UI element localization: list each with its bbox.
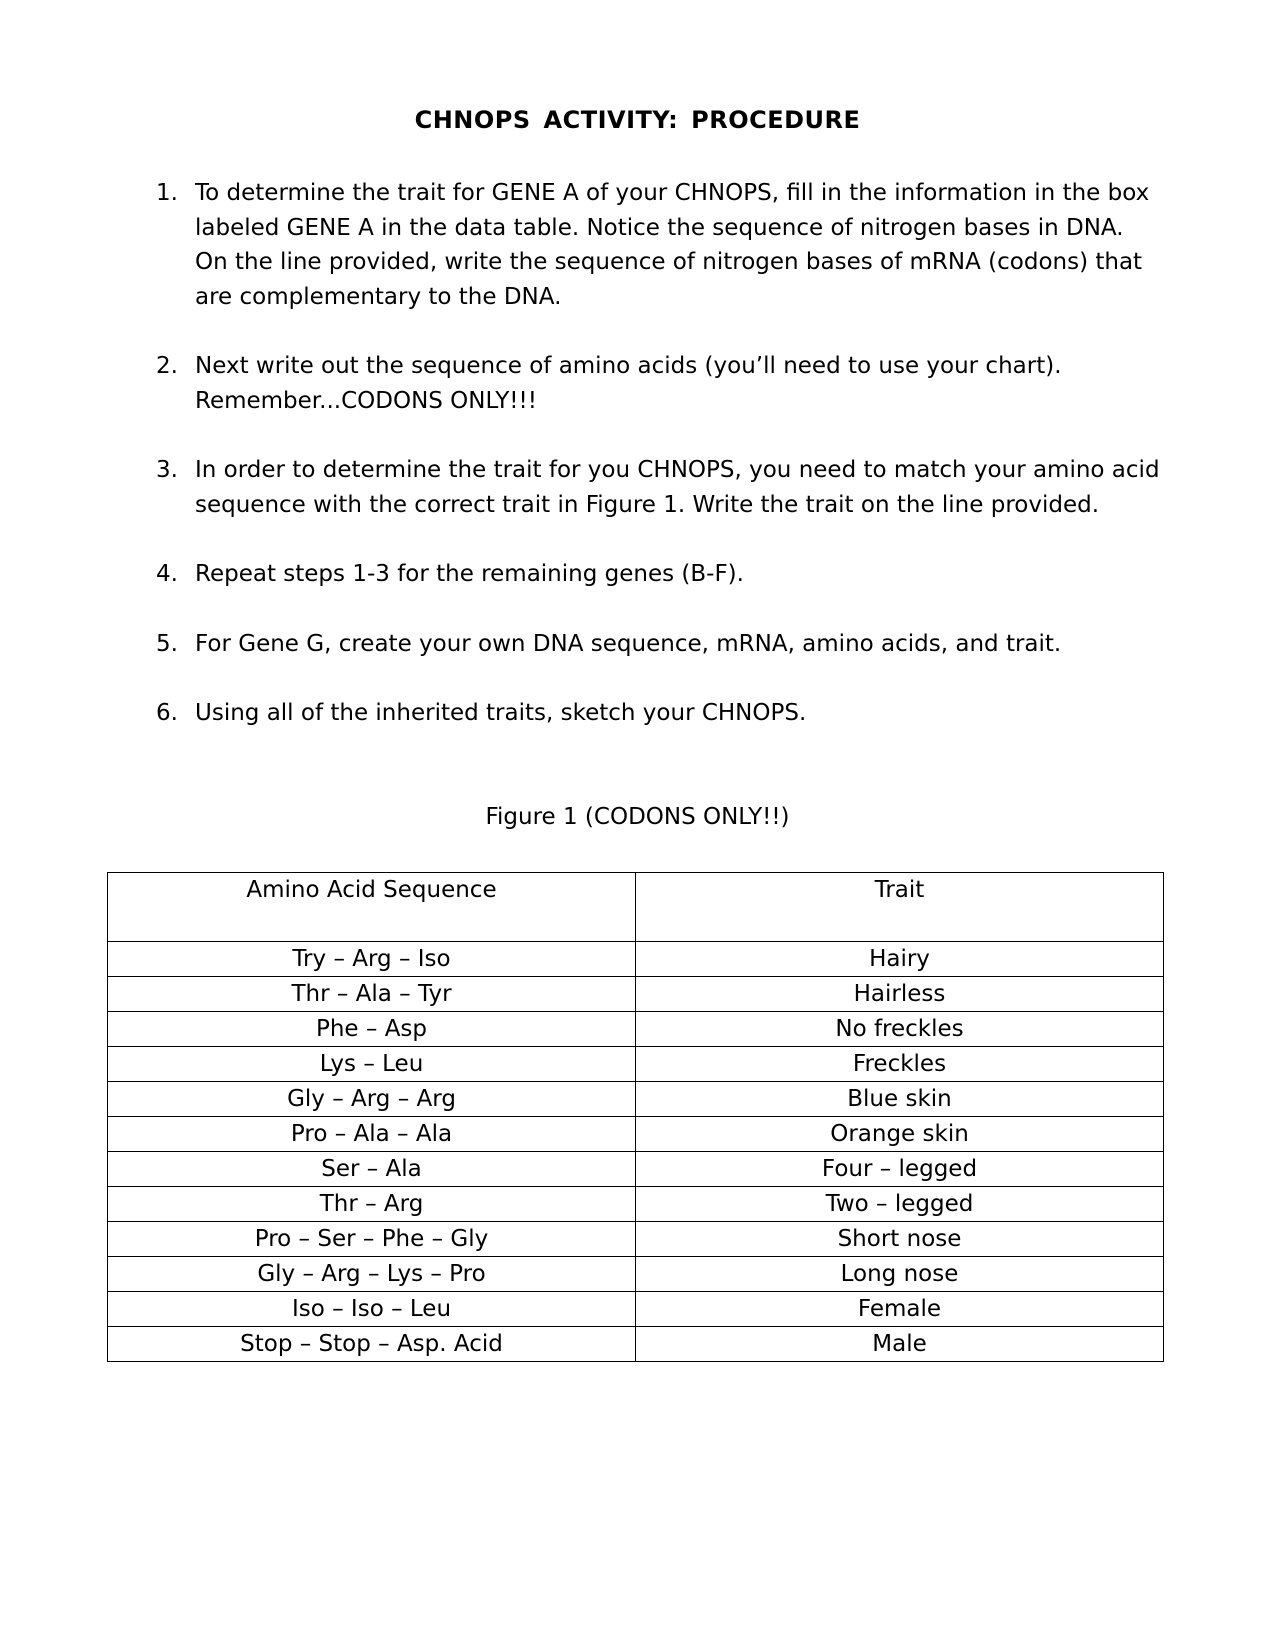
step-text: For Gene G, create your own DNA sequence, mRNA, amino acids, and trait. <box>195 630 1062 657</box>
step-number: 5. <box>156 630 178 657</box>
table-header-row <box>108 873 1164 942</box>
step-text: Next write out the sequence of amino acids (you’ll need to use your chart). Remember...CODONS ONLY!!! <box>195 353 1062 414</box>
table-row <box>108 1222 1164 1257</box>
table-row <box>108 942 1164 977</box>
step-number: 6. <box>156 700 178 726</box>
step-text: In order to determine the trait for you CHNOPS, you need to match your amino acid sequence with the correct trait in Figure 1. Write the trait on the line provided. <box>195 457 1160 518</box>
table-row <box>108 977 1164 1012</box>
trait-cell: Orange skin <box>636 1117 1164 1152</box>
trait-cell: Freckles <box>636 1047 1164 1082</box>
procedure-step <box>150 627 1160 662</box>
table-row <box>108 1082 1164 1117</box>
table-row <box>108 1327 1164 1362</box>
page-title: CHNOPS ACTIVITY: PROCEDURE <box>414 106 861 134</box>
table-row <box>108 1012 1164 1047</box>
amino-acid-sequence-cell: Phe – Asp <box>108 1012 636 1047</box>
trait-table <box>107 872 1164 1362</box>
trait-cell: Female <box>636 1292 1164 1327</box>
procedure-steps <box>150 176 1160 766</box>
procedure-step <box>150 453 1160 522</box>
amino-acid-sequence-cell: Iso – Iso – Leu <box>108 1292 636 1327</box>
trait-cell: Male <box>636 1327 1164 1362</box>
procedure-step <box>150 696 1160 731</box>
trait-cell: Hairless <box>636 977 1164 1012</box>
amino-acid-sequence-cell: Ser – Ala <box>108 1152 636 1187</box>
step-number: 2. <box>156 353 178 379</box>
procedure-step <box>150 349 1160 418</box>
table-row <box>108 1292 1164 1327</box>
trait-cell: No freckles <box>636 1012 1164 1047</box>
amino-acid-sequence-cell: Stop – Stop – Asp. Acid <box>108 1327 636 1362</box>
trait-cell: Short nose <box>636 1222 1164 1257</box>
procedure-step <box>150 557 1160 592</box>
table-row <box>108 1257 1164 1292</box>
table-row <box>108 1152 1164 1187</box>
procedure-step <box>150 176 1160 314</box>
step-text: Repeat steps 1-3 for the remaining genes (B-F). <box>195 561 744 587</box>
trait-cell: Four – legged <box>636 1152 1164 1187</box>
column-header-trait: Trait <box>636 873 1164 942</box>
amino-acid-sequence-cell: Gly – Arg – Arg <box>108 1082 636 1117</box>
trait-cell: Blue skin <box>636 1082 1164 1117</box>
amino-acid-sequence-cell: Pro – Ser – Phe – Gly <box>108 1222 636 1257</box>
amino-acid-sequence-cell: Try – Arg – Iso <box>108 942 636 977</box>
step-text: To determine the trait for GENE A of your CHNOPS, fill in the information in the box labeled GENE A in the data table. Notice the sequence of nitrogen bases in DNA. On the line provided, write the sequence of nitrogen bases of mRNA (codons) that are complementary to the DNA. <box>195 180 1150 310</box>
trait-cell: Long nose <box>636 1257 1164 1292</box>
step-number: 3. <box>156 457 178 483</box>
amino-acid-sequence-cell: Lys – Leu <box>108 1047 636 1082</box>
figure-caption: Figure 1 (CODONS ONLY!!) <box>485 804 790 830</box>
step-number: 1. <box>156 180 178 206</box>
table-row <box>108 1047 1164 1082</box>
amino-acid-sequence-cell: Gly – Arg – Lys – Pro <box>108 1257 636 1292</box>
step-number: 4. <box>156 561 178 587</box>
trait-cell: Hairy <box>636 942 1164 977</box>
table-row <box>108 1117 1164 1152</box>
table-row <box>108 1187 1164 1222</box>
trait-cell: Two – legged <box>636 1187 1164 1222</box>
column-header-amino-acid-sequence: Amino Acid Sequence <box>108 873 636 942</box>
amino-acid-sequence-cell: Thr – Arg <box>108 1187 636 1222</box>
amino-acid-sequence-cell: Pro – Ala – Ala <box>108 1117 636 1152</box>
step-text: Using all of the inherited traits, sketch your CHNOPS. <box>195 700 807 726</box>
amino-acid-sequence-cell: Thr – Ala – Tyr <box>108 977 636 1012</box>
